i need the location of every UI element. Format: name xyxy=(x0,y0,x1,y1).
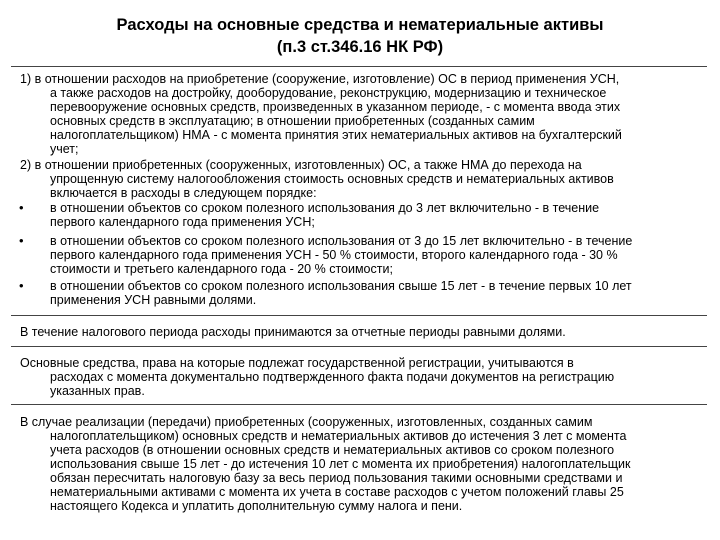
paragraph-sale-recalculation xyxy=(20,415,706,513)
item2-line: упрощенную систему налогообложения стоимость основных средств и нематериальных активов xyxy=(50,172,614,186)
paragraph-reporting-periods: В течение налогового периода расходы принимаются за отчетные периоды равными долями. xyxy=(20,325,566,339)
para3-line: обязан пересчитать налоговую базу за весь период пользования такими основными средствами и xyxy=(50,471,623,485)
bullet-line: первого календарного года применения УСН; xyxy=(50,215,315,229)
bullet-line: стоимости и третьего календарного года - 20 % стоимости; xyxy=(50,262,393,276)
page-title xyxy=(0,14,720,58)
para2-first: Основные средства, права на которые подлежат государственной регистрации, учитываются в xyxy=(20,356,574,370)
item1-line: а также расходов на достройку, дооборудование, реконструкцию, модернизацию и техническое xyxy=(50,86,607,100)
bullet-icon: • xyxy=(19,233,24,248)
para3-line: использования свыше 15 лет - до истечения 10 лет с момента их приобретения) налогоплательщик xyxy=(50,457,631,471)
bullet-icon: • xyxy=(19,200,24,215)
para3-first: В случае реализации (передачи) приобретенных (сооруженных, изготовленных, созданных самим xyxy=(20,415,593,429)
list-item-1 xyxy=(20,72,706,156)
list-item-2 xyxy=(20,158,706,200)
item2-first: 2) в отношении приобретенных (сооруженных, изготовленных) ОС, а также НМА до перехода на xyxy=(20,158,582,172)
para2-line: указанных прав. xyxy=(50,384,145,398)
item1-line: основных средств в эксплуатацию; в отношении приобретенных (созданных самим xyxy=(50,114,535,128)
bullet-item-3 xyxy=(50,279,696,307)
para3-line: нематериальными активами с момента их учета в составе расходов с учетом положений главы 25 xyxy=(50,485,624,499)
bullet-line: в отношении объектов со сроком полезного использования от 3 до 15 лет включительно - в течение xyxy=(50,234,633,248)
item1-line: перевооружение основных средств, произведенных в указанном периоде, - с момента ввода этих xyxy=(50,100,621,114)
item1-line: учет; xyxy=(50,142,79,156)
bullet-icon: • xyxy=(19,278,24,293)
title-line-1: Расходы на основные средства и нематериальные активы xyxy=(116,16,604,34)
para3-line: налогоплательщиком) основных средств и нематериальных активов до истечения 3 лет с момента xyxy=(50,429,627,443)
bullet-line: применения УСН равными долями. xyxy=(50,293,257,307)
para3-line: настоящего Кодекса и уплатить дополнительную сумму налога и пени. xyxy=(50,499,463,513)
divider xyxy=(11,404,707,405)
title-line-2: (п.3 ст.346.16 НК РФ) xyxy=(276,38,444,56)
bullet-line: в отношении объектов со сроком полезного использования до 3 лет включительно - в течение xyxy=(50,201,600,215)
bullet-line: первого календарного года применения УСН - 50 % стоимости, второго календарного года - 30 % xyxy=(50,248,618,262)
item1-first: 1) в отношении расходов на приобретение (сооружение, изготовление) ОС в период применения УСН, xyxy=(20,72,620,86)
divider xyxy=(11,346,707,347)
paragraph-state-registration xyxy=(20,356,706,398)
para3-line: учета расходов (в отношении основных средств и нематериальных активов со сроком полезного xyxy=(50,443,615,457)
item2-line: включается в расходы в следующем порядке: xyxy=(50,186,317,200)
bullet-item-2 xyxy=(50,234,696,276)
bullet-line: в отношении объектов со сроком полезного использования свыше 15 лет - в течение первых 10 лет xyxy=(50,279,632,293)
item1-line: налогоплательщиком) НМА - с момента принятия этих нематериальных активов на бухгалтерский xyxy=(50,128,622,142)
bullet-item-1 xyxy=(50,201,696,229)
para2-line: расходах с момента документально подтвержденного факта подачи документов на регистрацию xyxy=(50,370,615,384)
